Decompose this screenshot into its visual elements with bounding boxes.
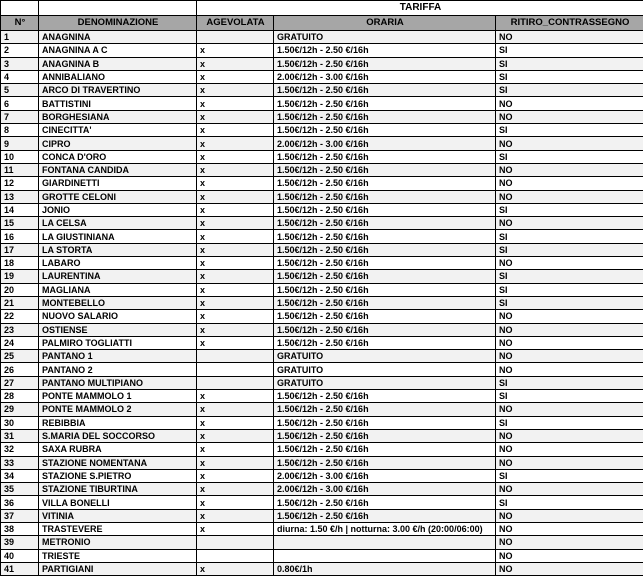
- cell-numero: 13: [1, 190, 39, 203]
- cell-oraria: 1.50€/12h - 2.50 €/16h: [274, 296, 496, 309]
- cell-denominazione: CONCA D'ORO: [39, 150, 197, 163]
- cell-oraria: 1.50€/12h - 2.50 €/16h: [274, 403, 496, 416]
- cell-numero: 34: [1, 469, 39, 482]
- cell-denominazione: MAGLIANA: [39, 283, 197, 296]
- cell-denominazione: ANAGNINA B: [39, 57, 197, 70]
- cell-oraria: 1.50€/12h - 2.50 €/16h: [274, 270, 496, 283]
- cell-ritiro: SI: [496, 44, 643, 57]
- cell-ritiro: NO: [496, 429, 643, 442]
- cell-numero: 9: [1, 137, 39, 150]
- cell-oraria: 1.50€/12h - 2.50 €/16h: [274, 323, 496, 336]
- cell-denominazione: PONTE MAMMOLO 2: [39, 403, 197, 416]
- cell-ritiro: NO: [496, 350, 643, 363]
- tariffa-group-row: [1, 1, 643, 16]
- table-row: [1, 390, 643, 403]
- table-row: [1, 97, 643, 110]
- cell-numero: 41: [1, 562, 39, 575]
- cell-agevolata: x: [197, 390, 274, 403]
- cell-oraria: 1.50€/12h - 2.50 €/16h: [274, 150, 496, 163]
- cell-denominazione: LABARO: [39, 257, 197, 270]
- cell-denominazione: STAZIONE S.PIETRO: [39, 469, 197, 482]
- table-row: [1, 270, 643, 283]
- cell-numero: 36: [1, 496, 39, 509]
- cell-denominazione: CINECITTA': [39, 124, 197, 137]
- cell-oraria: 1.50€/12h - 2.50 €/16h: [274, 257, 496, 270]
- cell-ritiro: SI: [496, 57, 643, 70]
- cell-oraria: 1.50€/12h - 2.50 €/16h: [274, 443, 496, 456]
- cell-denominazione: MONTEBELLO: [39, 296, 197, 309]
- cell-oraria: 1.50€/12h - 2.50 €/16h: [274, 496, 496, 509]
- cell-ritiro: NO: [496, 257, 643, 270]
- cell-ritiro: NO: [496, 522, 643, 535]
- cell-denominazione: BORGHESIANA: [39, 110, 197, 123]
- cell-numero: 5: [1, 84, 39, 97]
- cell-numero: 28: [1, 390, 39, 403]
- cell-agevolata: [197, 350, 274, 363]
- table-row: [1, 283, 643, 296]
- cell-ritiro: SI: [496, 270, 643, 283]
- table-row: [1, 31, 643, 44]
- empty-cell-denominazione: [39, 1, 197, 16]
- cell-agevolata: x: [197, 44, 274, 57]
- table-row: [1, 456, 643, 469]
- cell-denominazione: ANNIBALIANO: [39, 70, 197, 83]
- cell-numero: 23: [1, 323, 39, 336]
- cell-agevolata: x: [197, 483, 274, 496]
- cell-agevolata: x: [197, 270, 274, 283]
- cell-denominazione: LA STORTA: [39, 243, 197, 256]
- cell-numero: 35: [1, 483, 39, 496]
- cell-numero: 17: [1, 243, 39, 256]
- cell-ritiro: SI: [496, 469, 643, 482]
- cell-oraria: 1.50€/12h - 2.50 €/16h: [274, 429, 496, 442]
- cell-agevolata: x: [197, 110, 274, 123]
- cell-ritiro: SI: [496, 70, 643, 83]
- cell-oraria: diurna: 1.50 €/h | notturna: 3.00 €/h (20:00/06:00): [274, 522, 496, 535]
- cell-denominazione: VITINIA: [39, 509, 197, 522]
- cell-agevolata: x: [197, 203, 274, 216]
- cell-agevolata: x: [197, 243, 274, 256]
- table-row: [1, 110, 643, 123]
- cell-denominazione: PONTE MAMMOLO 1: [39, 390, 197, 403]
- cell-ritiro: SI: [496, 390, 643, 403]
- cell-numero: 32: [1, 443, 39, 456]
- cell-ritiro: SI: [496, 283, 643, 296]
- cell-ritiro: SI: [496, 84, 643, 97]
- cell-agevolata: x: [197, 137, 274, 150]
- cell-oraria: 1.50€/12h - 2.50 €/16h: [274, 217, 496, 230]
- table-row: [1, 549, 643, 562]
- cell-denominazione: PANTANO 1: [39, 350, 197, 363]
- empty-cell-n: [1, 1, 39, 16]
- cell-oraria: 1.50€/12h - 2.50 €/16h: [274, 509, 496, 522]
- cell-numero: 29: [1, 403, 39, 416]
- cell-denominazione: REBIBBIA: [39, 416, 197, 429]
- table-row: [1, 163, 643, 176]
- cell-oraria: 1.50€/12h - 2.50 €/16h: [274, 456, 496, 469]
- cell-numero: 25: [1, 350, 39, 363]
- cell-denominazione: PANTANO MULTIPIANO: [39, 376, 197, 389]
- cell-numero: 14: [1, 203, 39, 216]
- cell-ritiro: NO: [496, 536, 643, 549]
- table-row: [1, 190, 643, 203]
- cell-agevolata: x: [197, 429, 274, 442]
- cell-denominazione: GROTTE CELONI: [39, 190, 197, 203]
- cell-agevolata: [197, 536, 274, 549]
- cell-oraria: 1.50€/12h - 2.50 €/16h: [274, 203, 496, 216]
- cell-numero: 3: [1, 57, 39, 70]
- cell-numero: 26: [1, 363, 39, 376]
- cell-ritiro: NO: [496, 323, 643, 336]
- cell-agevolata: x: [197, 97, 274, 110]
- cell-ritiro: NO: [496, 110, 643, 123]
- cell-ritiro: NO: [496, 177, 643, 190]
- cell-agevolata: x: [197, 190, 274, 203]
- table-row: [1, 496, 643, 509]
- cell-oraria: 1.50€/12h - 2.50 €/16h: [274, 283, 496, 296]
- cell-numero: 8: [1, 124, 39, 137]
- table-row: [1, 429, 643, 442]
- cell-agevolata: x: [197, 336, 274, 349]
- table-row: [1, 84, 643, 97]
- cell-ritiro: NO: [496, 483, 643, 496]
- cell-agevolata: x: [197, 296, 274, 309]
- cell-ritiro: NO: [496, 31, 643, 44]
- cell-denominazione: LA CELSA: [39, 217, 197, 230]
- cell-numero: 31: [1, 429, 39, 442]
- cell-oraria: [274, 536, 496, 549]
- table-row: [1, 124, 643, 137]
- cell-denominazione: TRIESTE: [39, 549, 197, 562]
- cell-oraria: 0.80€/1h: [274, 562, 496, 575]
- cell-ritiro: SI: [496, 376, 643, 389]
- cell-ritiro: SI: [496, 124, 643, 137]
- cell-agevolata: x: [197, 416, 274, 429]
- cell-oraria: 1.50€/12h - 2.50 €/16h: [274, 390, 496, 403]
- table-row: [1, 217, 643, 230]
- cell-ritiro: NO: [496, 403, 643, 416]
- cell-agevolata: x: [197, 443, 274, 456]
- cell-ritiro: SI: [496, 230, 643, 243]
- cell-numero: 11: [1, 163, 39, 176]
- cell-agevolata: x: [197, 163, 274, 176]
- cell-ritiro: SI: [496, 496, 643, 509]
- cell-numero: 38: [1, 522, 39, 535]
- table-row: [1, 443, 643, 456]
- cell-ritiro: NO: [496, 163, 643, 176]
- table-row: [1, 376, 643, 389]
- cell-denominazione: BATTISTINI: [39, 97, 197, 110]
- table-body: [1, 31, 643, 576]
- cell-denominazione: ANAGNINA A C: [39, 44, 197, 57]
- cell-agevolata: x: [197, 217, 274, 230]
- cell-denominazione: S.MARIA DEL SOCCORSO: [39, 429, 197, 442]
- col-header-agevolata: AGEVOLATA: [197, 16, 274, 31]
- cell-ritiro: NO: [496, 456, 643, 469]
- cell-agevolata: x: [197, 283, 274, 296]
- cell-ritiro: NO: [496, 97, 643, 110]
- cell-oraria: GRATUITO: [274, 350, 496, 363]
- table-row: [1, 323, 643, 336]
- cell-oraria: GRATUITO: [274, 31, 496, 44]
- cell-agevolata: [197, 363, 274, 376]
- col-header-n: N°: [1, 16, 39, 31]
- cell-numero: 18: [1, 257, 39, 270]
- cell-oraria: 1.50€/12h - 2.50 €/16h: [274, 97, 496, 110]
- cell-denominazione: LAURENTINA: [39, 270, 197, 283]
- cell-numero: 1: [1, 31, 39, 44]
- cell-oraria: GRATUITO: [274, 363, 496, 376]
- cell-denominazione: ARCO DI TRAVERTINO: [39, 84, 197, 97]
- cell-agevolata: x: [197, 257, 274, 270]
- cell-oraria: 1.50€/12h - 2.50 €/16h: [274, 124, 496, 137]
- cell-agevolata: x: [197, 496, 274, 509]
- cell-numero: 19: [1, 270, 39, 283]
- cell-agevolata: x: [197, 70, 274, 83]
- table-row: [1, 403, 643, 416]
- cell-denominazione: CIPRO: [39, 137, 197, 150]
- cell-denominazione: FONTANA CANDIDA: [39, 163, 197, 176]
- cell-ritiro: NO: [496, 217, 643, 230]
- cell-oraria: 1.50€/12h - 2.50 €/16h: [274, 336, 496, 349]
- cell-oraria: 1.50€/12h - 2.50 €/16h: [274, 243, 496, 256]
- table-row: [1, 44, 643, 57]
- table-row: [1, 469, 643, 482]
- table-row: [1, 230, 643, 243]
- table-row: [1, 310, 643, 323]
- table-row: [1, 70, 643, 83]
- cell-agevolata: x: [197, 522, 274, 535]
- cell-numero: 12: [1, 177, 39, 190]
- table-row: [1, 562, 643, 575]
- cell-ritiro: NO: [496, 509, 643, 522]
- table-row: [1, 416, 643, 429]
- cell-denominazione: LA GIUSTINIANA: [39, 230, 197, 243]
- table-row: [1, 522, 643, 535]
- cell-oraria: 1.50€/12h - 2.50 €/16h: [274, 110, 496, 123]
- cell-oraria: 1.50€/12h - 2.50 €/16h: [274, 416, 496, 429]
- cell-numero: 40: [1, 549, 39, 562]
- cell-agevolata: x: [197, 310, 274, 323]
- cell-denominazione: ANAGNINA: [39, 31, 197, 44]
- cell-numero: 30: [1, 416, 39, 429]
- cell-denominazione: NUOVO SALARIO: [39, 310, 197, 323]
- cell-numero: 33: [1, 456, 39, 469]
- cell-numero: 15: [1, 217, 39, 230]
- cell-ritiro: NO: [496, 549, 643, 562]
- cell-numero: 7: [1, 110, 39, 123]
- col-header-ritiro-contrassegno: RITIRO_CONTRASSEGNO: [496, 16, 643, 31]
- cell-denominazione: GIARDINETTI: [39, 177, 197, 190]
- cell-denominazione: JONIO: [39, 203, 197, 216]
- table-row: [1, 336, 643, 349]
- cell-denominazione: PARTIGIANI: [39, 562, 197, 575]
- cell-agevolata: x: [197, 323, 274, 336]
- cell-agevolata: x: [197, 57, 274, 70]
- cell-numero: 22: [1, 310, 39, 323]
- cell-numero: 6: [1, 97, 39, 110]
- cell-ritiro: NO: [496, 137, 643, 150]
- cell-agevolata: x: [197, 150, 274, 163]
- cell-oraria: 2.00€/12h - 3.00 €/16h: [274, 469, 496, 482]
- cell-numero: 4: [1, 70, 39, 83]
- cell-oraria: 1.50€/12h - 2.50 €/16h: [274, 163, 496, 176]
- cell-denominazione: STAZIONE TIBURTINA: [39, 483, 197, 496]
- table-row: [1, 296, 643, 309]
- cell-oraria: [274, 549, 496, 562]
- cell-oraria: 1.50€/12h - 2.50 €/16h: [274, 84, 496, 97]
- cell-ritiro: SI: [496, 243, 643, 256]
- cell-oraria: 1.50€/12h - 2.50 €/16h: [274, 177, 496, 190]
- cell-agevolata: [197, 549, 274, 562]
- cell-ritiro: SI: [496, 296, 643, 309]
- cell-oraria: 1.50€/12h - 2.50 €/16h: [274, 310, 496, 323]
- cell-denominazione: VILLA BONELLI: [39, 496, 197, 509]
- col-header-oraria: ORARIA: [274, 16, 496, 31]
- cell-agevolata: [197, 376, 274, 389]
- cell-oraria: 1.50€/12h - 2.50 €/16h: [274, 190, 496, 203]
- cell-oraria: 1.50€/12h - 2.50 €/16h: [274, 230, 496, 243]
- cell-oraria: GRATUITO: [274, 376, 496, 389]
- cell-agevolata: x: [197, 230, 274, 243]
- cell-ritiro: NO: [496, 443, 643, 456]
- cell-oraria: 1.50€/12h - 2.50 €/16h: [274, 57, 496, 70]
- table-row: [1, 350, 643, 363]
- cell-agevolata: x: [197, 469, 274, 482]
- cell-ritiro: SI: [496, 150, 643, 163]
- table-row: [1, 363, 643, 376]
- cell-denominazione: OSTIENSE: [39, 323, 197, 336]
- table-row: [1, 203, 643, 216]
- cell-oraria: 2.00€/12h - 3.00 €/16h: [274, 70, 496, 83]
- cell-numero: 27: [1, 376, 39, 389]
- cell-ritiro: NO: [496, 336, 643, 349]
- table-row: [1, 137, 643, 150]
- table-row: [1, 257, 643, 270]
- cell-oraria: 1.50€/12h - 2.50 €/16h: [274, 44, 496, 57]
- cell-agevolata: x: [197, 177, 274, 190]
- table-row: [1, 150, 643, 163]
- table-row: [1, 483, 643, 496]
- cell-numero: 16: [1, 230, 39, 243]
- cell-denominazione: METRONIO: [39, 536, 197, 549]
- cell-denominazione: PALMIRO TOGLIATTI: [39, 336, 197, 349]
- table-row: [1, 509, 643, 522]
- cell-agevolata: x: [197, 456, 274, 469]
- cell-agevolata: x: [197, 403, 274, 416]
- cell-ritiro: NO: [496, 562, 643, 575]
- table-row: [1, 243, 643, 256]
- cell-ritiro: SI: [496, 416, 643, 429]
- cell-ritiro: NO: [496, 310, 643, 323]
- table-row: [1, 536, 643, 549]
- cell-ritiro: NO: [496, 190, 643, 203]
- cell-agevolata: x: [197, 562, 274, 575]
- cell-denominazione: PANTANO 2: [39, 363, 197, 376]
- cell-numero: 20: [1, 283, 39, 296]
- cell-denominazione: STAZIONE NOMENTANA: [39, 456, 197, 469]
- cell-oraria: 2.00€/12h - 3.00 €/16h: [274, 137, 496, 150]
- cell-agevolata: x: [197, 84, 274, 97]
- cell-denominazione: TRASTEVERE: [39, 522, 197, 535]
- cell-numero: 21: [1, 296, 39, 309]
- cell-denominazione: SAXA RUBRA: [39, 443, 197, 456]
- tariffa-group-header: TARIFFA: [197, 1, 643, 16]
- cell-numero: 10: [1, 150, 39, 163]
- table-row: [1, 177, 643, 190]
- cell-numero: 39: [1, 536, 39, 549]
- cell-numero: 24: [1, 336, 39, 349]
- cell-agevolata: x: [197, 509, 274, 522]
- cell-ritiro: NO: [496, 363, 643, 376]
- column-header-row: [1, 16, 643, 31]
- cell-ritiro: SI: [496, 203, 643, 216]
- col-header-denominazione: DENOMINAZIONE: [39, 16, 197, 31]
- cell-agevolata: x: [197, 124, 274, 137]
- cell-numero: 37: [1, 509, 39, 522]
- cell-agevolata: [197, 31, 274, 44]
- cell-numero: 2: [1, 44, 39, 57]
- cell-oraria: 2.00€/12h - 3.00 €/16h: [274, 483, 496, 496]
- table-row: [1, 57, 643, 70]
